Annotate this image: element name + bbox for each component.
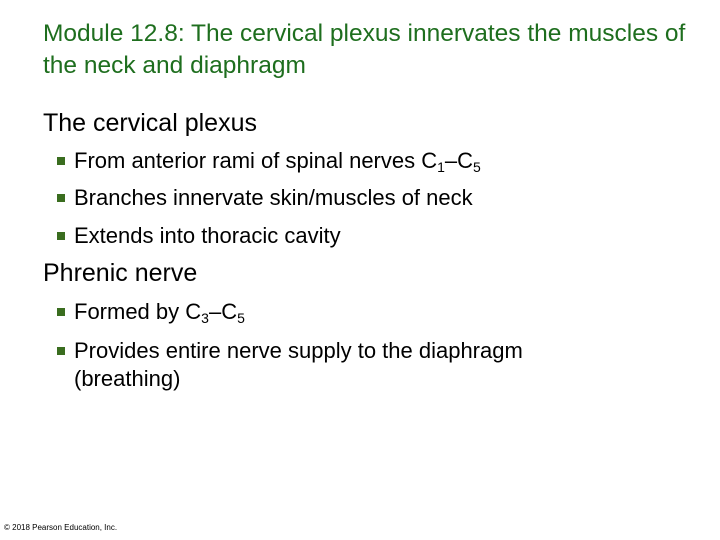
square-bullet-icon bbox=[57, 308, 65, 316]
slide-title: Module 12.8: The cervical plexus innervates the muscles of the neck and diaphragm bbox=[43, 20, 686, 79]
square-bullet-icon bbox=[57, 157, 65, 165]
bullet-text: Branches innervate skin/muscles of neck bbox=[74, 185, 473, 210]
bullet-item-formed-by bbox=[57, 298, 245, 326]
bullet-text bbox=[74, 337, 523, 393]
copyright-footer: © 2018 Pearson Education, Inc. bbox=[4, 523, 118, 532]
bullet-line: Provides entire nerve supply to the diaphragm bbox=[74, 338, 523, 363]
square-bullet-icon bbox=[57, 232, 65, 240]
bullet-item-branches bbox=[57, 184, 473, 212]
square-bullet-icon bbox=[57, 194, 65, 202]
bullet-item-thoracic bbox=[57, 222, 341, 250]
section-heading-phrenic-nerve: Phrenic nerve bbox=[43, 259, 198, 287]
bullet-text: Extends into thoracic cavity bbox=[74, 223, 341, 248]
subscript: 3 bbox=[201, 310, 209, 326]
bullet-item-origin bbox=[57, 147, 481, 175]
bullet-text: From anterior rami of spinal nerves $C_1-C_5$ bbox=[74, 148, 481, 175]
subscript: 1 bbox=[437, 159, 445, 175]
subscript: 5 bbox=[473, 159, 481, 175]
bullet-line: (breathing) bbox=[74, 366, 181, 391]
subscript: 5 bbox=[237, 310, 245, 326]
bullet-item-diaphragm bbox=[57, 337, 523, 393]
square-bullet-icon bbox=[57, 347, 65, 355]
bullet-text: Formed by $C_3-C_5$ bbox=[74, 299, 245, 326]
section-heading-cervical-plexus: The cervical plexus bbox=[43, 109, 257, 137]
